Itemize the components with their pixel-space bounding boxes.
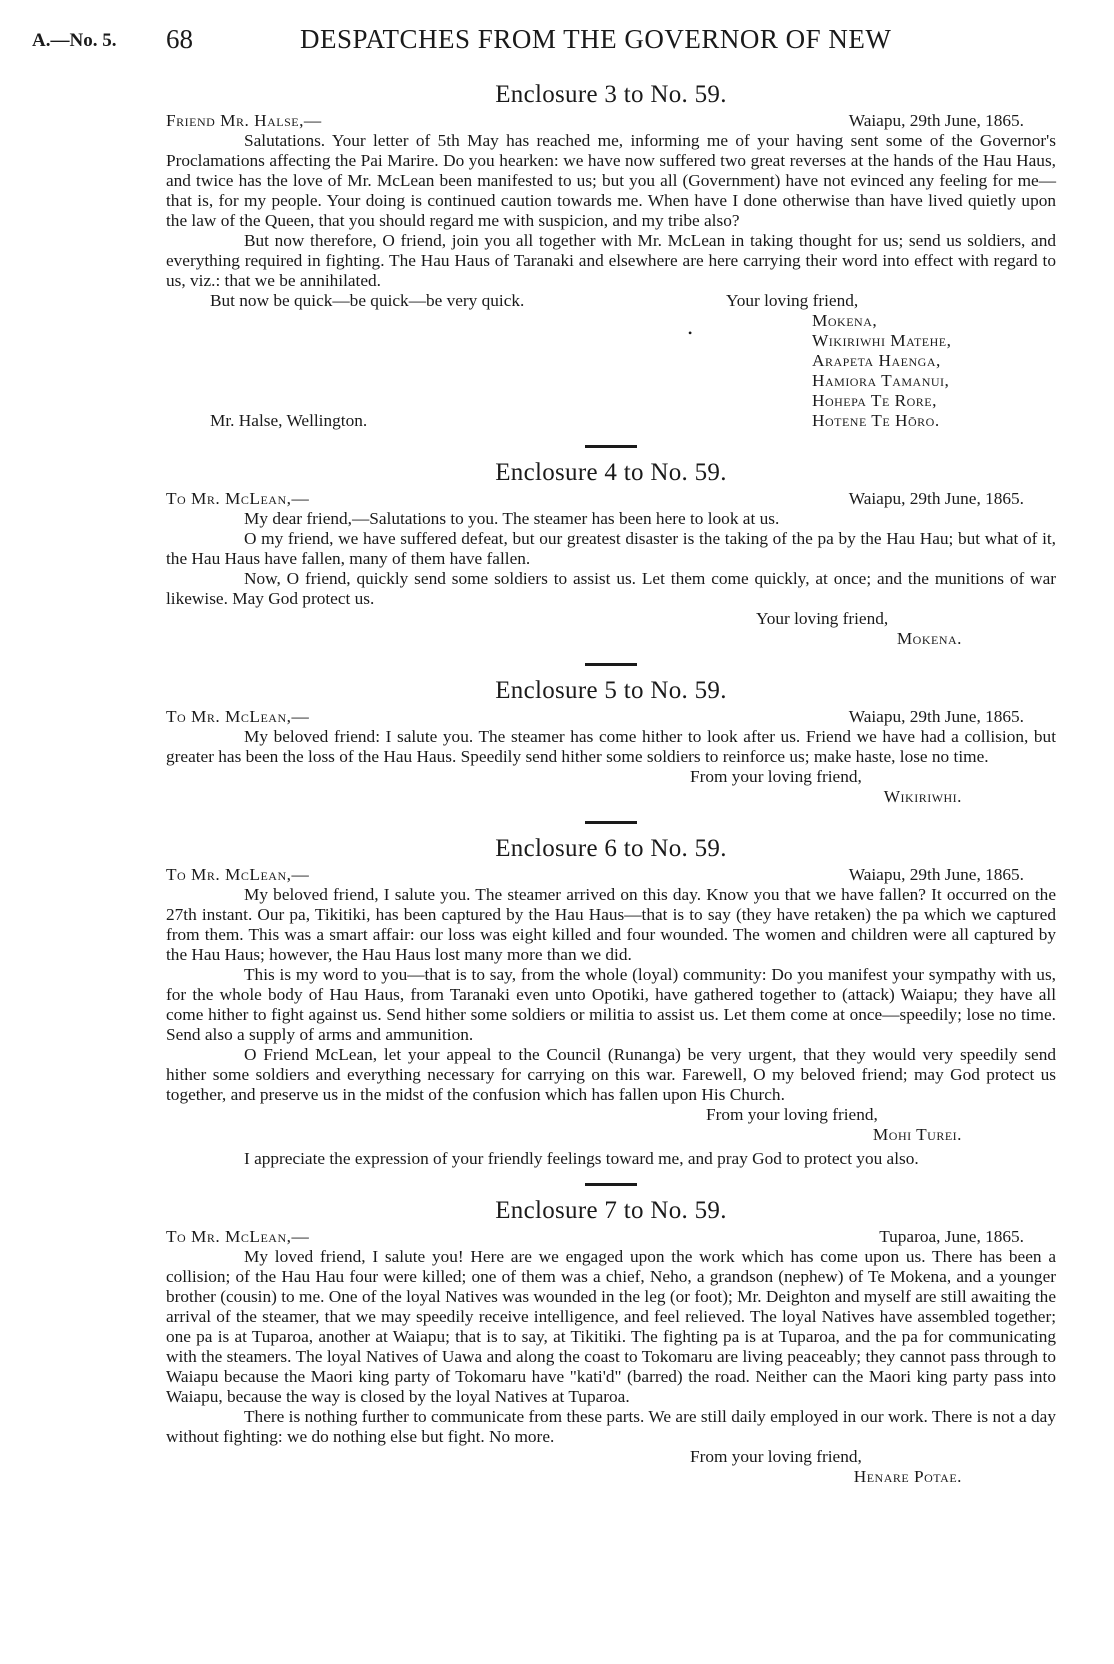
signature: Henare Potae. bbox=[853, 1467, 962, 1486]
enclosure-3 bbox=[166, 80, 1056, 431]
letter-header bbox=[166, 707, 1056, 727]
salutation: To Mr. McLean,— bbox=[166, 865, 310, 884]
place-date: Waiapu, 29th June, 1865. bbox=[848, 865, 1024, 884]
signatory: Wikiriwhi Matehe, bbox=[812, 331, 952, 350]
section-divider bbox=[585, 1183, 637, 1186]
closing: From your loving friend, bbox=[706, 1105, 878, 1124]
closing: From your loving friend, bbox=[690, 1447, 862, 1466]
signature: Mohi Turei. bbox=[872, 1125, 962, 1144]
enclosure-heading: Enclosure 3 to No. 59. bbox=[495, 81, 727, 108]
series-number: A.—No. 5. bbox=[32, 30, 117, 51]
page-header bbox=[0, 22, 1114, 62]
section-divider bbox=[585, 821, 637, 824]
signatories bbox=[166, 311, 1056, 431]
signatory: Arapeta Haenga, bbox=[812, 351, 941, 370]
salutation: To Mr. McLean,— bbox=[166, 707, 310, 726]
place-date: Waiapu, 29th June, 1865. bbox=[848, 111, 1024, 130]
paragraph: O Friend McLean, let your appeal to the Council (Runanga) be very urgent, that they would very speedily send hither some soldiers and everything necessary for carrying on this war. Farewell, O my beloved friend; may God protect us together, and preserve us in the midst of the confusion which has fallen upon His Church. bbox=[166, 1045, 1056, 1104]
stray-mark: • bbox=[688, 326, 693, 340]
signatory: Hohepa Te Rore, bbox=[812, 391, 937, 410]
letter-header bbox=[166, 865, 1056, 885]
letter-header bbox=[166, 111, 1056, 131]
document-body bbox=[166, 78, 1056, 1487]
paragraph: Now, O friend, quickly send some soldiers to assist us. Let them come quickly, at once; and the munitions of war likewise. May God protect us. bbox=[166, 569, 1056, 608]
paragraph: My beloved friend: I salute you. The steamer has come hither to look after us. Friend we have had a collision, but greater has been the loss of the Hau Haus. Speedily send hither some soldiers to reinforce us; make haste, lose no time. bbox=[166, 727, 1056, 766]
place-date: Tuparoa, June, 1865. bbox=[879, 1227, 1024, 1246]
postscript: I appreciate the expression of your friendly feelings toward me, and pray God to protect you also. bbox=[244, 1149, 919, 1168]
closing: Your loving friend, bbox=[726, 291, 859, 310]
enclosure-heading: Enclosure 7 to No. 59. bbox=[495, 1197, 727, 1224]
enclosure-5 bbox=[166, 676, 1056, 807]
section-divider bbox=[585, 663, 637, 666]
signatory: Hotene Te Hōro. bbox=[812, 411, 940, 430]
addressee: Mr. Halse, Wellington. bbox=[210, 411, 368, 430]
signatory: Hamiora Tamanui, bbox=[812, 371, 950, 390]
page-number: 68 bbox=[166, 24, 193, 54]
enclosure-6 bbox=[166, 834, 1056, 1169]
paragraph: My dear friend,—Salutations to you. The steamer has been here to look at us. bbox=[244, 509, 780, 528]
salutation: Friend Mr. Halse,— bbox=[166, 111, 322, 130]
letter-header bbox=[166, 1227, 1056, 1247]
enclosure-heading: Enclosure 4 to No. 59. bbox=[495, 459, 727, 486]
signature: Mokena. bbox=[896, 629, 962, 648]
closing-line bbox=[166, 1447, 1056, 1467]
salutation: To Mr. McLean,— bbox=[166, 489, 310, 508]
letter-header bbox=[166, 489, 1056, 509]
place-date: Waiapu, 29th June, 1865. bbox=[848, 707, 1024, 726]
paragraph: This is my word to you—that is to say, from the whole (loyal) community: Do you manifest your sympathy with us, for the whole body of Hau Haus, from Taranaki even unto Opotiki, have gathered together to (attack) Waiapu; they have all come hither to fight against us. Send hither some soldiers or militia to assist us. Let them come at once—speedily; lose no time. Send also a supply of arms and ammunition. bbox=[166, 965, 1056, 1044]
paragraph: Salutations. Your letter of 5th May has reached me, informing me of your having sent some of the Governor's Proclamations affecting the Pai Marire. Do you hearken: we have now suffered two great reverses at the hands of the Hau Haus, and twice has the love of Mr. McLean been manifested to us; but you all (Government) have not evinced any feeling for me—that is, for my people. Your doing is continued caution towards me. When have I done otherwise than have lived quietly upon the law of the Queen, that you should regard me with suspicion, and my tribe also? bbox=[166, 131, 1056, 230]
closing-line bbox=[166, 767, 1056, 787]
paragraph: My beloved friend, I salute you. The steamer arrived on this day. Know you that we have fallen? It occurred on the 27th instant. Our pa, Tikitiki, has been captured by the Hau Haus—that is to say (they have retaken) the pa which we captured from them. This was a smart affair: our loss was eight killed and four wounded. The women and children were all captured by the Hau Haus; however, the Hau Haus lost many more than we did. bbox=[166, 885, 1056, 964]
closing-line bbox=[166, 291, 1056, 311]
paragraph: My loved friend, I salute you! Here are we engaged upon the work which has come upon us. There has been a collision; of the Hau Hau four were killed; one of them was a chief, Neho, a grandson (nephew) of Te Mokena, and a younger brother (cousin) to me. One of the loyal Natives was wounded in the leg (or foot); Mr. Deighton and myself are still awaiting the arrival of the steamer, that we may speedily receive intelligence, and feel relieved. The loyal Natives have assembled together; one pa is at Tuparoa, another at Waiapu; that is to say, at Tikitiki. The fighting pa is at Tuparoa, and the pa for communicating with the steamers. The loyal Natives of Uawa and along the coast to Tokomaru are living peaceably; they cannot pass through to Waiapu because the Maori king party of Tokomaru have "kati'd" (barred) the road. Neither can the Maori king party pass into Waiapu, because the way is closed by the loyal Natives at Tuparoa. bbox=[166, 1247, 1056, 1406]
running-title: DESPATCHES FROM THE GOVERNOR OF NEW bbox=[300, 24, 892, 54]
paragraph: O my friend, we have suffered defeat, but our greatest disaster is the taking of the pa by the Hau Hau; but what of it, the Hau Haus have fallen, many of them have fallen. bbox=[166, 529, 1056, 568]
closing: Your loving friend, bbox=[756, 609, 889, 628]
enclosure-heading: Enclosure 5 to No. 59. bbox=[495, 677, 727, 704]
salutation: To Mr. McLean,— bbox=[166, 1227, 310, 1246]
section-divider bbox=[585, 445, 637, 448]
paragraph: But now be quick—be quick—be very quick. bbox=[210, 291, 525, 310]
closing: From your loving friend, bbox=[690, 767, 862, 786]
closing-line bbox=[166, 1105, 1056, 1125]
place-date: Waiapu, 29th June, 1865. bbox=[848, 489, 1024, 508]
enclosure-4 bbox=[166, 458, 1056, 649]
enclosure-7 bbox=[166, 1196, 1056, 1487]
enclosure-heading: Enclosure 6 to No. 59. bbox=[495, 835, 727, 862]
paragraph: But now therefore, O friend, join you all together with Mr. McLean in taking thought for us; send us soldiers, and everything required in fighting. The Hau Haus of Taranaki and elsewhere are here carrying their word into effect with regard to us, viz.: that we be annihilated. bbox=[166, 231, 1056, 290]
signatory: Mokena, bbox=[812, 311, 878, 330]
closing-line bbox=[166, 609, 1056, 629]
signature: Wikiriwhi. bbox=[883, 787, 962, 806]
paragraph: There is nothing further to communicate from these parts. We are still daily employed in our work. There is not a day without fighting: we do nothing else but fight. No more. bbox=[166, 1407, 1056, 1446]
